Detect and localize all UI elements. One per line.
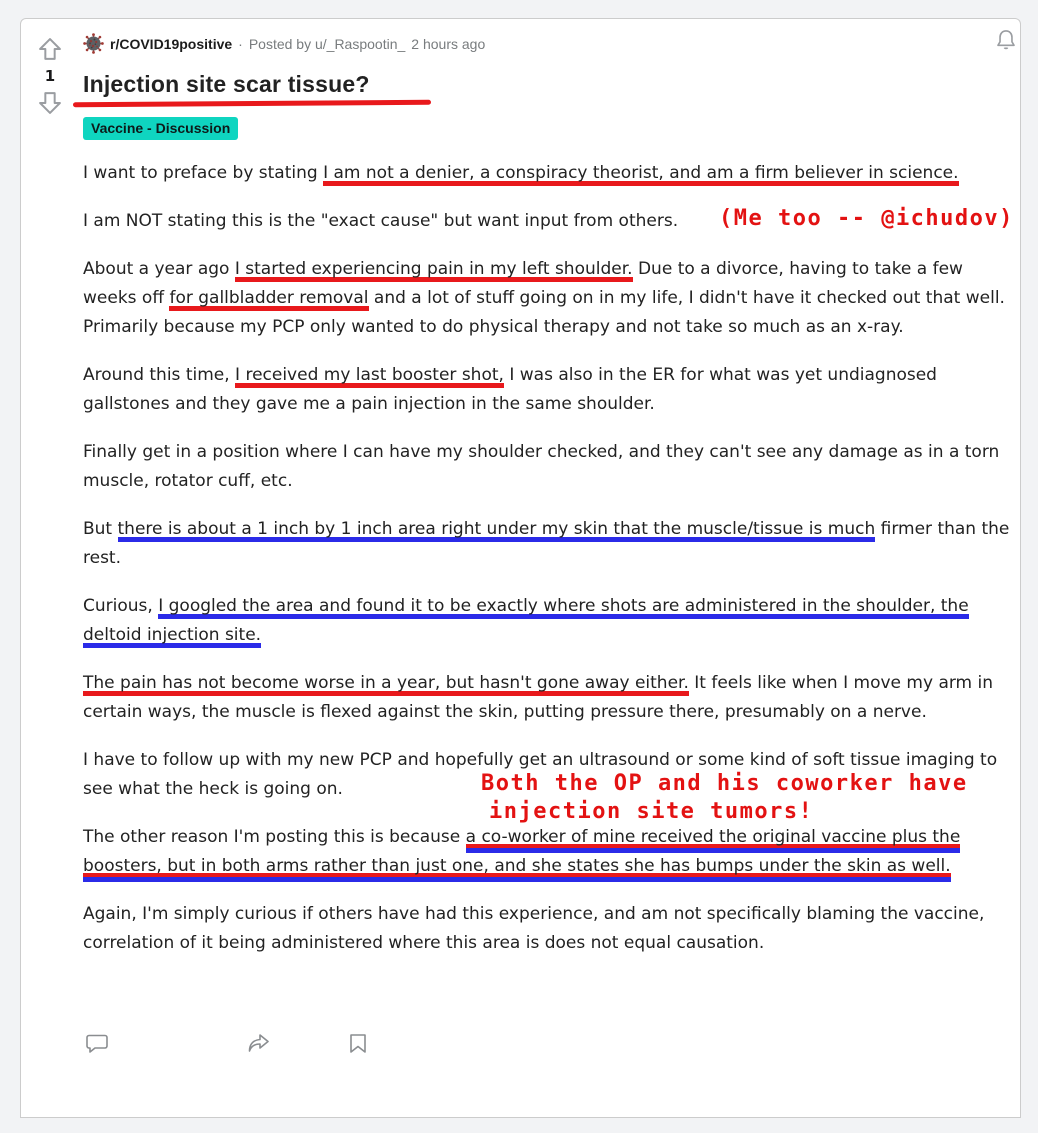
text-run: Finally get in a position where I can have my shoulder checked, and they can't see any damage as in a torn muscle, rotator cuff, etc. [83, 442, 1000, 491]
post-main [81, 19, 1021, 958]
text-run: I want to preface by stating [83, 163, 324, 183]
subreddit-link[interactable]: r/COVID19positive [110, 35, 233, 52]
red-underline-annotated-text: I am not a denier, a conspiracy theorist, and am a firm believer in science. [323, 163, 958, 186]
save-button[interactable] [346, 1031, 370, 1055]
post-body [83, 159, 1013, 958]
red-underline-annotated-text: for gallbladder removal [169, 288, 368, 311]
text-run: Again, I'm simply curious if others have had this experience, and am not specifically blaming the vaccine, correlation of it being administered where this area is does not equal causation. [83, 904, 985, 953]
text-run: Due to a divorce, having to take a few weeks off [83, 259, 963, 308]
post-title[interactable]: Injection site scar tissue? [83, 71, 370, 97]
post-card [20, 18, 1021, 1118]
post-paragraph [83, 823, 1013, 881]
notification-bell-button[interactable] [993, 27, 1019, 54]
text-run: Curious, [83, 596, 159, 616]
upvote-icon [36, 51, 64, 66]
posted-by-link[interactable]: Posted by u/_Raspootin_ [248, 35, 406, 52]
post-paragraph [83, 255, 1013, 342]
coronavirus-icon [83, 33, 104, 54]
text-run: firmer than the rest. [83, 519, 1010, 568]
bell-icon [993, 42, 1019, 57]
text-run: But [83, 519, 118, 539]
comments-button[interactable] [85, 1031, 109, 1055]
share-arrow-icon [247, 1043, 271, 1058]
red-underline-annotated-text: I received my last booster shot, [235, 365, 504, 388]
text-run: Around this time, [83, 365, 236, 385]
flair-badge[interactable]: Vaccine - Discussion [83, 117, 238, 140]
post-paragraph [83, 515, 1013, 573]
share-button[interactable] [247, 1031, 271, 1055]
red-underline-annotated-text: The pain has not become worse in a year, but hasn't gone away either. [83, 673, 689, 696]
post-paragraph [83, 361, 1013, 419]
text-run: It feels like when I move my arm in certain ways, the muscle is flexed against the skin, putting pressure there, presumably on a nerve. [83, 673, 994, 722]
text-run: I have to follow up with my new PCP and hopefully get an ultrasound or some kind of soft tissue imaging to see what the heck is going on. [83, 750, 998, 799]
post-timestamp: 2 hours ago [411, 35, 486, 52]
save-bookmark-icon [346, 1043, 370, 1058]
text-run: About a year ago [83, 259, 235, 279]
red-and-blue-underline-annotated-text: a co-worker of mine received the original vaccine plus the boosters, but in both arms rather than just one, and she states she has bumps under the skin as well. [83, 827, 960, 882]
post-paragraph [83, 207, 1013, 236]
post-paragraph [83, 900, 1013, 958]
downvote-button[interactable] [36, 89, 64, 117]
comment-bubble-icon [85, 1043, 109, 1058]
post-paragraph [83, 669, 1013, 727]
meta-separator: · [238, 35, 243, 52]
post-paragraph [83, 746, 1013, 824]
text-run: The other reason I'm posting this is because [83, 827, 466, 847]
post-header [83, 33, 1005, 54]
blue-underline-annotated-text: I googled the area and found it to be exactly where shots are administered in the shoulder, the deltoid injection site. [83, 596, 969, 648]
post-paragraph [83, 592, 1013, 650]
post-action-bar [21, 1013, 1022, 1133]
handwritten-note-injection-site-tumors: Both the OP and his coworker have injection site tumors! [481, 771, 968, 824]
vote-column [21, 19, 79, 117]
text-run: and a lot of stuff going on in my life, I didn't have it checked out that well. Primarily because my PCP only wanted to do physical therapy and not take so much as an x-ray. [83, 288, 1005, 337]
downvote-icon [36, 105, 64, 120]
red-underline-annotated-text: I started experiencing pain in my left shoulder. [235, 259, 633, 282]
vote-count: 1 [44, 67, 56, 85]
title-red-underline-annotation [73, 100, 431, 107]
blue-underline-annotated-text: there is about a 1 inch by 1 inch area right under my skin that the muscle/tissue is much [118, 519, 876, 542]
handwritten-note-me-too: (Me too -- @ichudov) [719, 206, 1014, 231]
upvote-button[interactable] [36, 35, 64, 63]
text-run: I am NOT stating this is the "exact cause" but want input from others. [83, 211, 679, 231]
post-paragraph [83, 438, 1013, 496]
post-paragraph [83, 159, 1013, 188]
text-run: I was also in the ER for what was yet undiagnosed gallstones and they gave me a pain injection in the same shoulder. [83, 365, 937, 414]
